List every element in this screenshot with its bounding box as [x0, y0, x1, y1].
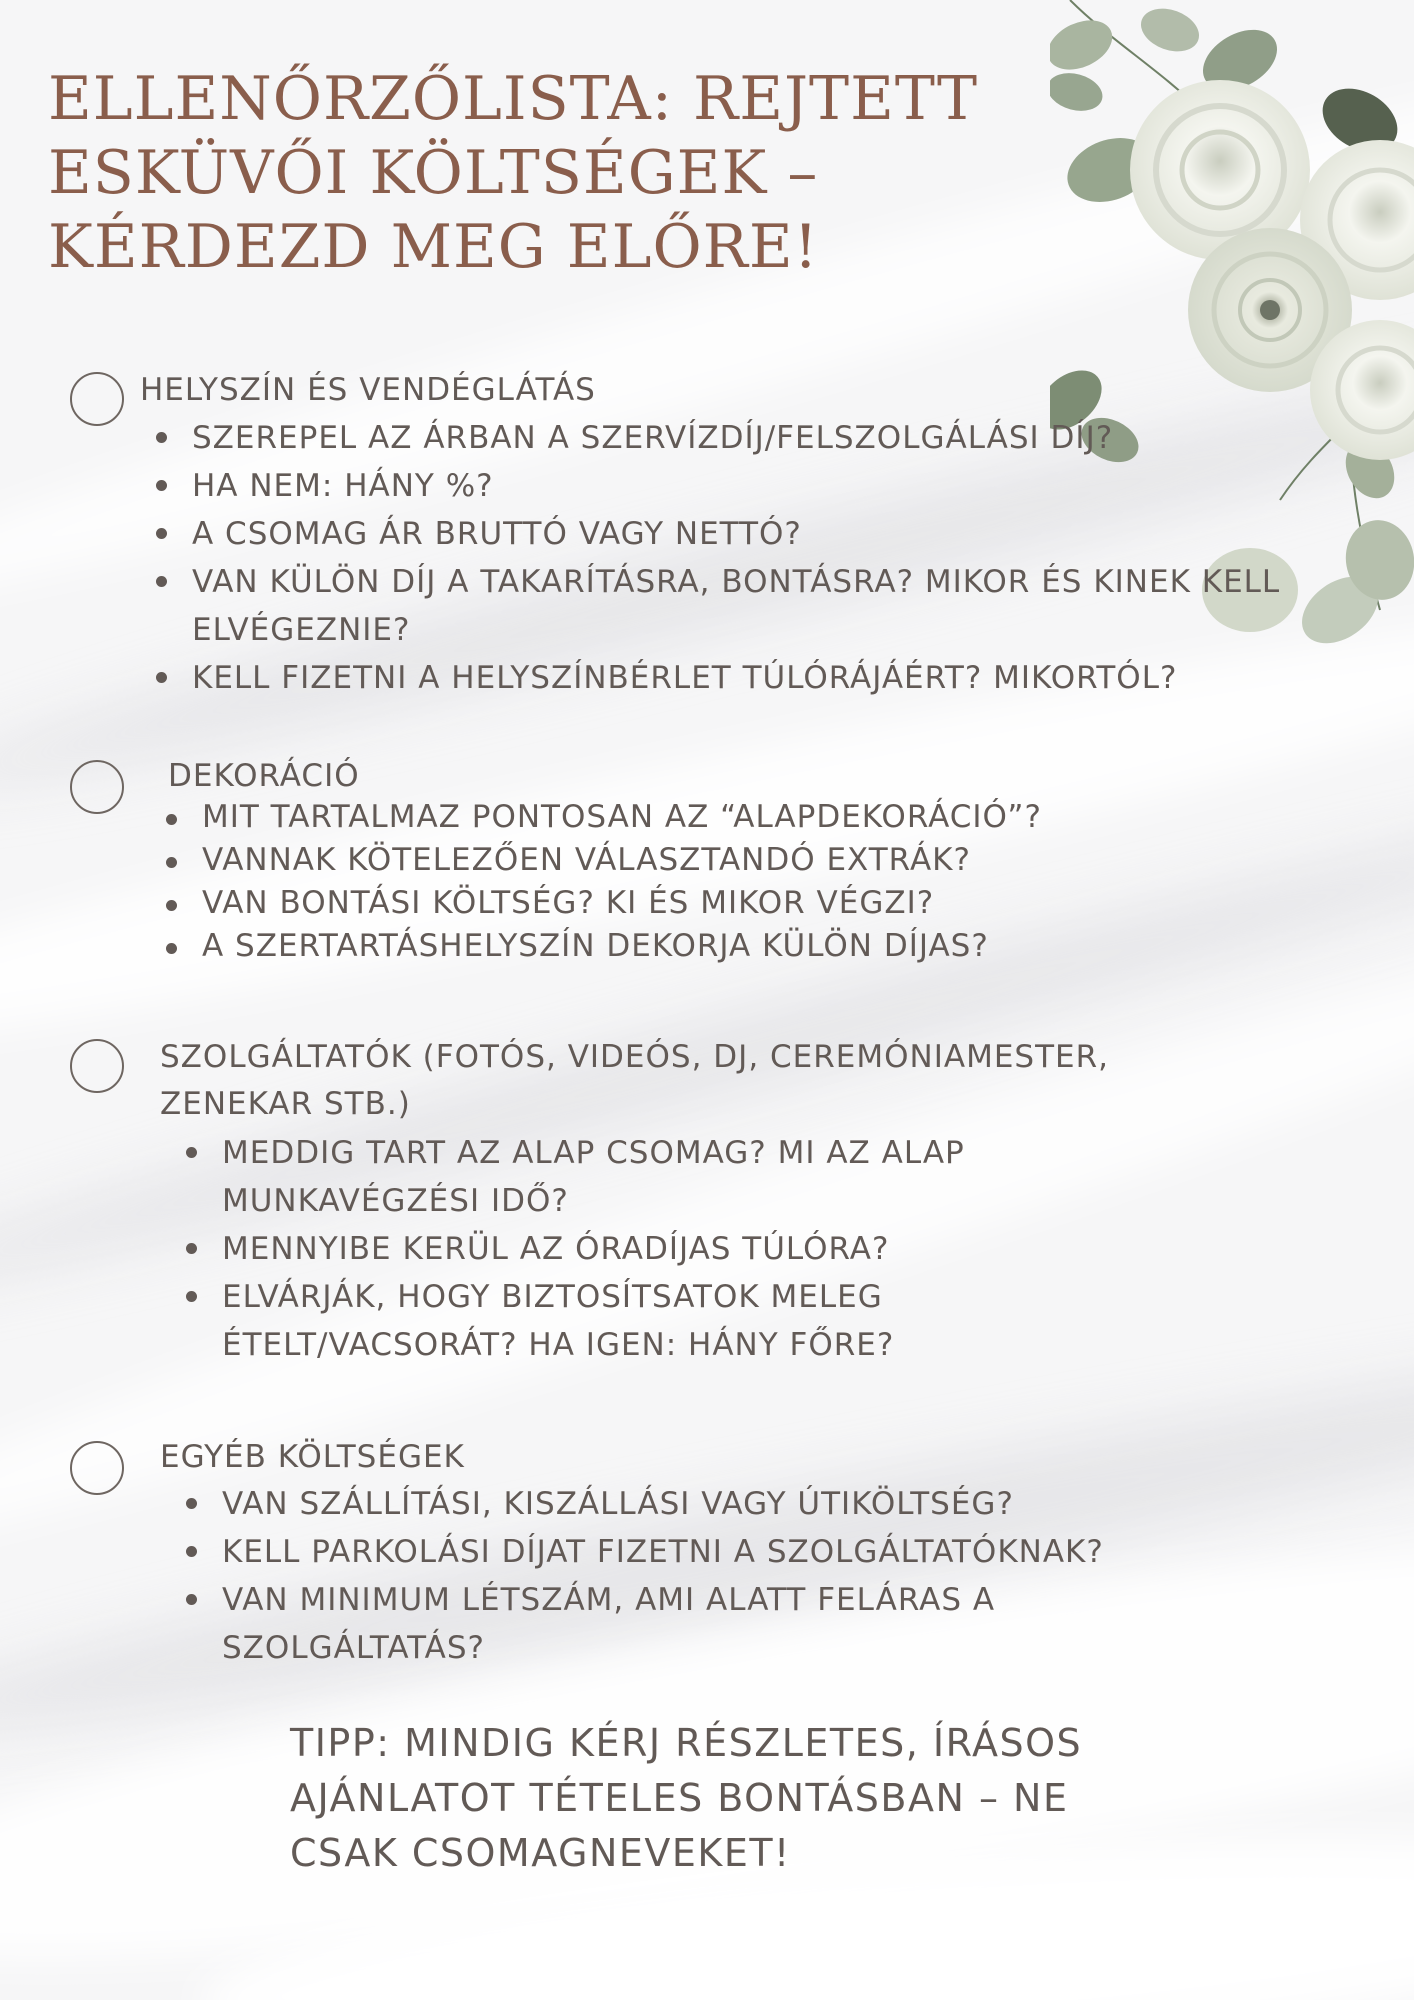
section-checkbox[interactable]: [70, 1441, 124, 1495]
list-item: A SZERTARTÁSHELYSZÍN DEKORJA KÜLÖN DÍJAS?: [160, 925, 1260, 968]
list-item: KELL PARKOLÁSI DÍJAT FIZETNI A SZOLGÁLTATÓKNAK?: [180, 1528, 1290, 1576]
list-item: VAN KÜLÖN DÍJ A TAKARÍTÁSRA, BONTÁSRA? MIKOR ÉS KINEK KELL ELVÉGEZNIE?: [150, 558, 1320, 654]
list-item: VANNAK KÖTELEZŐEN VÁLASZTANDÓ EXTRÁK?: [160, 839, 1260, 882]
section-checkbox[interactable]: [70, 372, 124, 426]
section-items: [160, 796, 1260, 968]
section-checkbox[interactable]: [70, 760, 124, 814]
section-title: HELYSZÍN ÉS VENDÉGLÁTÁS: [140, 372, 596, 408]
list-item: MIT TARTALMAZ PONTOSAN AZ “ALAPDEKORÁCIÓ”?: [160, 796, 1260, 839]
list-item: VAN SZÁLLÍTÁSI, KISZÁLLÁSI VAGY ÚTIKÖLTSÉG?: [180, 1480, 1290, 1528]
list-item: MENNYIBE KERÜL AZ ÓRADÍJAS TÚLÓRA?: [180, 1225, 1060, 1273]
list-item: ELVÁRJÁK, HOGY BIZTOSÍTSATOK MELEG ÉTELT/VACSORÁT? HA IGEN: HÁNY FŐRE?: [180, 1273, 1060, 1369]
list-item: A CSOMAG ÁR BRUTTÓ VAGY NETTÓ?: [150, 510, 1320, 558]
section-title: EGYÉB KÖLTSÉGEK: [160, 1439, 465, 1475]
list-item: VAN MINIMUM LÉTSZÁM, AMI ALATT FELÁRAS A SZOLGÁLTATÁS?: [180, 1576, 1102, 1672]
list-item: HA NEM: HÁNY %?: [150, 462, 1320, 510]
section-items: [180, 1480, 1290, 1672]
page-title: ELLENŐRZŐLISTA: REJTETT ESKÜVŐI KÖLTSÉGEK – KÉRDEZD MEG ELŐRE!: [48, 64, 979, 282]
list-item: MEDDIG TART AZ ALAP CSOMAG? MI AZ ALAP MUNKAVÉGZÉSI IDŐ?: [180, 1129, 1060, 1225]
tip-text: TIPP: MINDIG KÉRJ RÉSZLETES, ÍRÁSOS AJÁNLATOT TÉTELES BONTÁSBAN – NE CSAK CSOMAGNEVEKET!: [290, 1721, 1083, 1875]
section-items: [150, 414, 1320, 702]
section-items: [180, 1129, 1060, 1369]
section-title: DEKORÁCIÓ: [168, 758, 360, 794]
list-item: KELL FIZETNI A HELYSZÍNBÉRLET TÚLÓRÁJÁÉRT? MIKORTÓL?: [150, 654, 1320, 702]
section-title: SZOLGÁLTATÓK (FOTÓS, VIDEÓS, DJ, CEREMÓNIAMESTER, ZENEKAR STB.): [160, 1039, 1109, 1122]
section-checkbox[interactable]: [70, 1039, 124, 1093]
list-item: SZEREPEL AZ ÁRBAN A SZERVÍZDÍJ/FELSZOLGÁLÁSI DÍJ?: [150, 414, 1320, 462]
list-item: VAN BONTÁSI KÖLTSÉG? KI ÉS MIKOR VÉGZI?: [160, 882, 1260, 925]
